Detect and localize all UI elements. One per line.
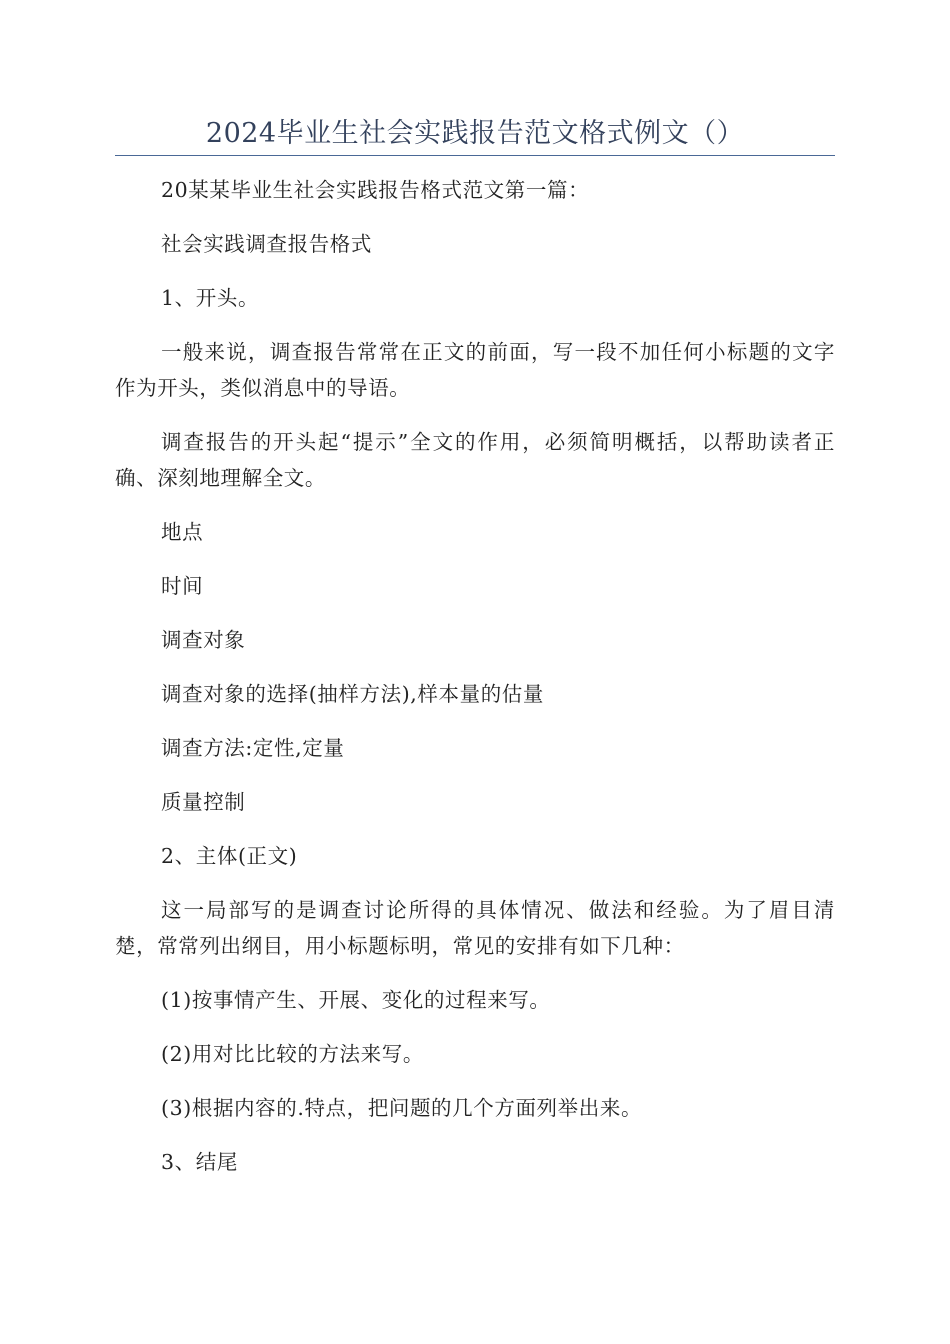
item-location: 地点 — [161, 520, 204, 544]
document-title: 2024毕业生社会实践报告范文格式例文（） — [205, 118, 745, 149]
document-body — [115, 172, 835, 1198]
item-quality: 质量控制 — [161, 790, 246, 814]
paragraph-format-heading: 社会实践调查报告格式 — [161, 232, 372, 256]
item-time: 时间 — [161, 574, 204, 598]
title-underline — [115, 155, 835, 156]
paragraph-opening-2: 调查报告的开头起“提示”全文的作用，必须简明概括，以帮助读者正确、深刻地理解全文。 — [115, 430, 835, 490]
list-item-1: (1)按事情产生、开展、变化的过程来写。 — [161, 988, 551, 1012]
section-heading-body: 2、主体(正文) — [161, 844, 298, 868]
item-method: 调查方法:定性,定量 — [161, 736, 345, 760]
item-subject: 调查对象 — [161, 628, 246, 652]
paragraph-opening-1: 一般来说，调查报告常常在正文的前面，写一段不加任何小标题的文字作为开头，类似消息中的导语。 — [115, 340, 835, 400]
section-heading-ending: 3、结尾 — [161, 1150, 238, 1174]
section-heading-opening: 1、开头。 — [161, 286, 260, 310]
list-item-3: (3)根据内容的.特点，把问题的几个方面列举出来。 — [161, 1096, 643, 1120]
list-item-2: (2)用对比比较的方法来写。 — [161, 1042, 424, 1066]
item-sampling: 调查对象的选择(抽样方法),样本量的估量 — [161, 682, 545, 706]
paragraph-intro: 20某某毕业生社会实践报告格式范文第一篇： — [161, 178, 590, 202]
paragraph-body-1: 这一局部写的是调查讨论所得的具体情况、做法和经验。为了眉目清楚，常常列出纲目，用小标题标明，常见的安排有如下几种： — [115, 898, 835, 958]
